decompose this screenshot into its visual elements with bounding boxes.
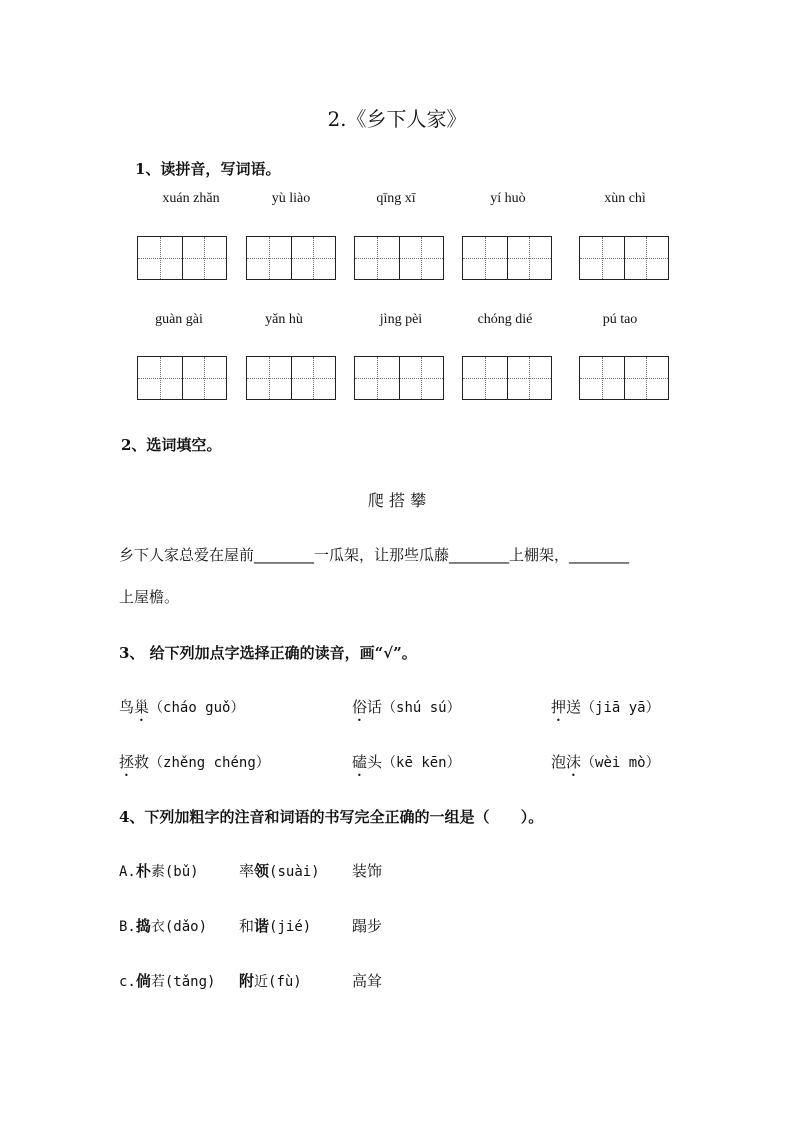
q3-dotted-char: 俗: [352, 698, 368, 716]
writing-grid[interactable]: [137, 356, 227, 400]
pinyin-label: yù liào: [271, 191, 311, 206]
q3-item[interactable]: [119, 696, 244, 725]
q3-dotted-char: 巢: [134, 698, 150, 716]
writing-grid[interactable]: [354, 236, 444, 280]
writing-grid[interactable]: [354, 356, 444, 400]
q3-dotted-char: 沫: [566, 753, 582, 771]
pinyin-label: xuán zhǎn: [162, 191, 220, 206]
pinyin-label: guàn gài: [155, 312, 203, 327]
q3-item[interactable]: [352, 696, 461, 725]
bold-char: 领: [254, 862, 270, 880]
q3-pinyin-choice[interactable]: （cháo guǒ）: [149, 700, 245, 716]
option-label: B.: [119, 919, 136, 935]
bold-char: 朴: [135, 862, 151, 880]
bold-char: 谐: [254, 917, 270, 935]
word-choices: 爬 搭 攀: [367, 491, 427, 510]
bold-char: 捣: [135, 917, 151, 935]
q3-item-char: 送: [566, 698, 582, 716]
option-word3: 装饰: [352, 862, 383, 880]
q3-pinyin-choice[interactable]: （shú sú）: [382, 700, 461, 716]
option-text: 素(bǔ): [150, 864, 199, 880]
writing-grid[interactable]: [462, 236, 552, 280]
pinyin-label: yǎn hù: [265, 312, 303, 327]
bold-char: 倘: [135, 972, 151, 990]
pinyin-label: pú tao: [602, 312, 638, 327]
option-word2: [239, 970, 302, 991]
bold-char: 附: [239, 972, 255, 990]
q3-dotted-char: 拯: [119, 753, 135, 771]
q3-item-char: 鸟: [119, 698, 135, 716]
q3-item-char: 救: [134, 753, 150, 771]
q3-heading: 3、 给下列加点字选择正确的读音，画“√”。: [119, 644, 417, 662]
writing-grid[interactable]: [462, 356, 552, 400]
q3-pinyin-choice[interactable]: （jiā yā）: [581, 700, 660, 716]
option-word2: [239, 915, 311, 936]
pinyin-label: yí huò: [490, 191, 526, 206]
q3-pinyin-choice[interactable]: （wèi mò）: [581, 755, 660, 771]
q3-item[interactable]: [551, 751, 660, 780]
option-word2: [239, 860, 320, 881]
pinyin-label: xùn chì: [604, 191, 646, 206]
option-text: 近(fù): [254, 974, 302, 990]
fill-sentence-line2: 上屋檐。: [119, 588, 180, 606]
q3-item-char: 话: [367, 698, 383, 716]
q3-pinyin-choice[interactable]: （kē kēn）: [382, 755, 461, 771]
q4-heading: 4、下列加粗字的注音和词语的书写完全正确的一组是（ ）。: [119, 808, 544, 826]
option-text: 衣(dǎo): [150, 919, 208, 935]
q3-item[interactable]: [119, 751, 270, 780]
option-word1: [119, 915, 207, 936]
q3-dotted-char: 磕: [352, 753, 368, 771]
option-word3: 高耸: [352, 972, 383, 990]
q1-heading: 1、读拼音，写词语。: [135, 160, 281, 178]
q3-dotted-char: 押: [551, 698, 567, 716]
writing-grid[interactable]: [579, 236, 669, 280]
option-word3: 蹋步: [352, 917, 383, 935]
writing-grid[interactable]: [246, 356, 336, 400]
q2-heading: 2、选词填空。: [121, 436, 222, 454]
q3-pinyin-choice[interactable]: （zhěng chéng）: [149, 755, 270, 771]
option-label: A.: [119, 864, 136, 880]
option-word1: [119, 970, 215, 991]
q3-item[interactable]: [551, 696, 660, 725]
fill-sentence-line1: 乡下人家总爱在屋前________一瓜架，让那些瓜藤________上棚架，________: [119, 546, 630, 564]
pinyin-label: jìng pèi: [379, 312, 423, 327]
option-text: 若(tǎng): [150, 974, 216, 990]
pinyin-label: qīng xī: [376, 191, 416, 206]
writing-grid[interactable]: [579, 356, 669, 400]
writing-grid[interactable]: [246, 236, 336, 280]
option-text: (jié): [269, 919, 312, 935]
page-title: 2.《乡下人家》: [327, 107, 467, 131]
option-text: 率: [239, 862, 255, 880]
q3-item-char: 头: [367, 753, 383, 771]
pinyin-label: chóng dié: [477, 312, 533, 327]
option-word1: [119, 860, 199, 881]
writing-grid[interactable]: [137, 236, 227, 280]
option-label: c.: [119, 974, 136, 990]
option-text: 和: [239, 917, 255, 935]
q3-item[interactable]: [352, 751, 461, 780]
q3-item-char: 泡: [551, 753, 567, 771]
option-text: (suài): [269, 864, 320, 880]
